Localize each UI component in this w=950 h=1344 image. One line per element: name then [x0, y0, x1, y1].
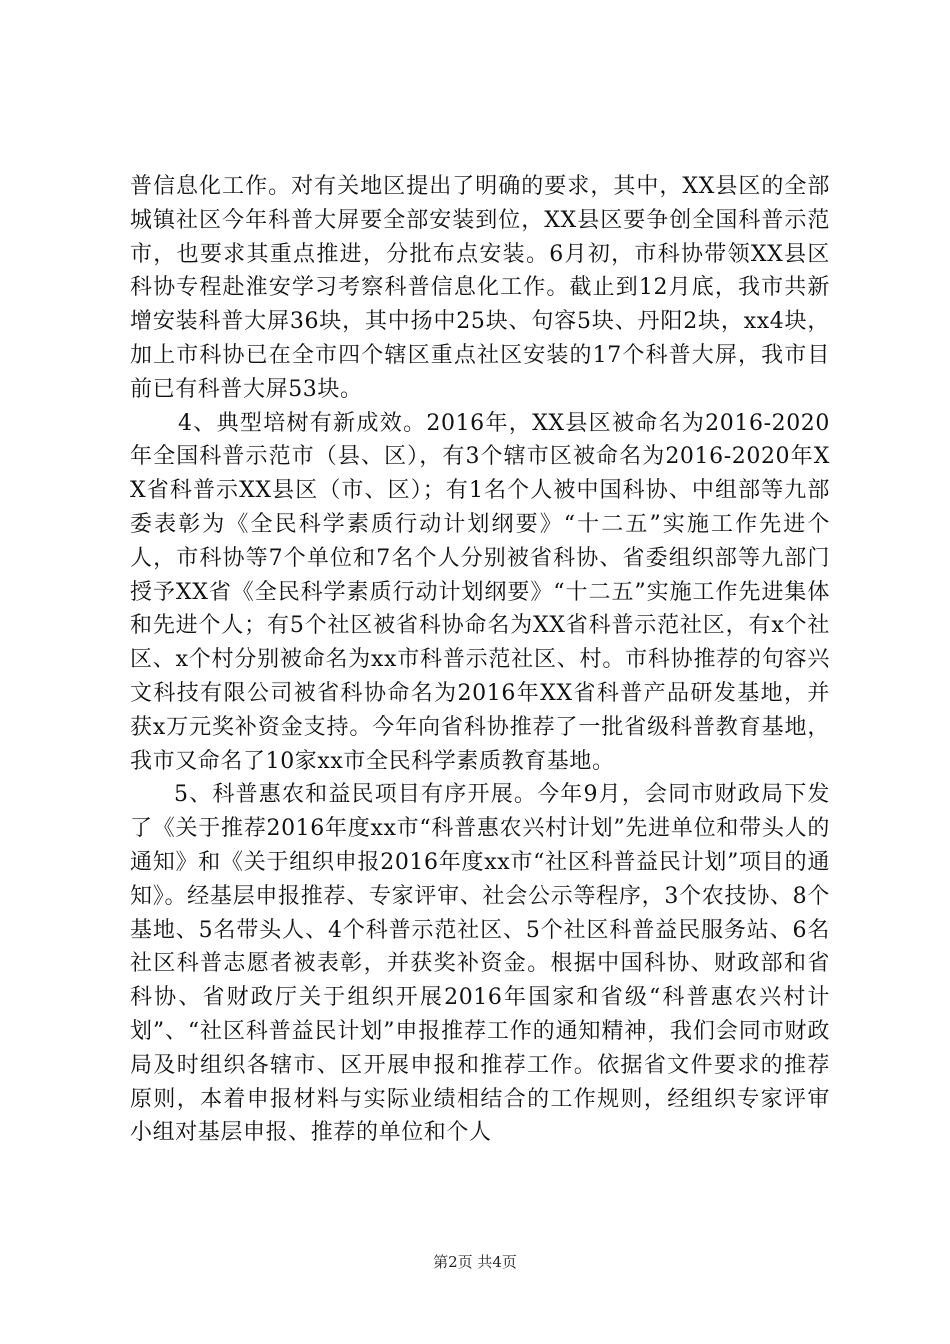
paragraph-science-screens: 普信息化工作。对有关地区提出了明确的要求，其中，XX县区的全部城镇社区今年科普大屏要全部安装到位，XX县区要争创全国科普示范市，也要求其重点推进，分批布点安装。6月初，市科协带领XX县区科协专程赴淮安学习考察科普信息化工作。截止到12月底，我市共新增安装科普大屏36块，其中扬中25块、句容5块、丹阳2块，xx4块，加上市科协已在全市四个辖区重点社区安装的17个科普大屏，我市目前已有科普大屏53块。: [130, 174, 830, 402]
paragraph-farmer-benefit-projects: 5、科普惠农和益民项目有序开展。今年9月，会同市财政局下发了《关于推荐2016年度xx市“科普惠农兴村计划”先进单位和带头人的通知》和《关于组织申报2016年度xx市“社区科普益民计划”项目的通知》。经基层申报推荐、专家评审、社会公示等程序，3个农技协、8个基地、5名带头人、4个科普示范社区、5个社区科普益民服务站、6名社区科普志愿者被表彰，并获奖补资金。根据中国科协、财政部和省科协、省财政厅关于组织开展2016年国家和省级“科普惠农兴村计划”、“社区科普益民计划”申报推荐工作的通知精神，我们会同市财政局及时组织各辖市、区开展申报和推荐工作。依据省文件要求的推荐原则，本着申报材料与实际业绩相结合的工作规则，经组织专家评审小组对基层申报、推荐的单位和个人: [130, 782, 830, 1146]
paragraph-model-cultivation: 4、典型培树有新成效。2016年，XX县区被命名为2016-2020年全国科普示范市（县、区），有3个辖市区被命名为2016-2020年XX省科普示XX县区（市、区）；有1名个人被中国科协、中组部等九部委表彰为《全民科学素质行动计划纲要》“十二五”实施工作先进个人，市科协等7个单位和7名个人分别被省科协、省委组织部等九部门授予XX省《全民科学素质行动计划纲要》“十二五”实施工作先进集体和先进个人；有5个社区被省科协命名为XX省科普示范社区，有x个社区、x个村分别被命名为xx市科普示范社区、村。市科协推荐的句容兴文科技有限公司被省科协命名为2016年XX省科普产品研发基地，并获x万元奖补资金支持。今年向省科协推荐了一批省级科普教育基地，我市又命名了10家xx市全民科学素质教育基地。: [130, 410, 830, 774]
page-number-footer: 第2页 共4页: [433, 1253, 517, 1271]
document-body: [130, 170, 830, 1150]
